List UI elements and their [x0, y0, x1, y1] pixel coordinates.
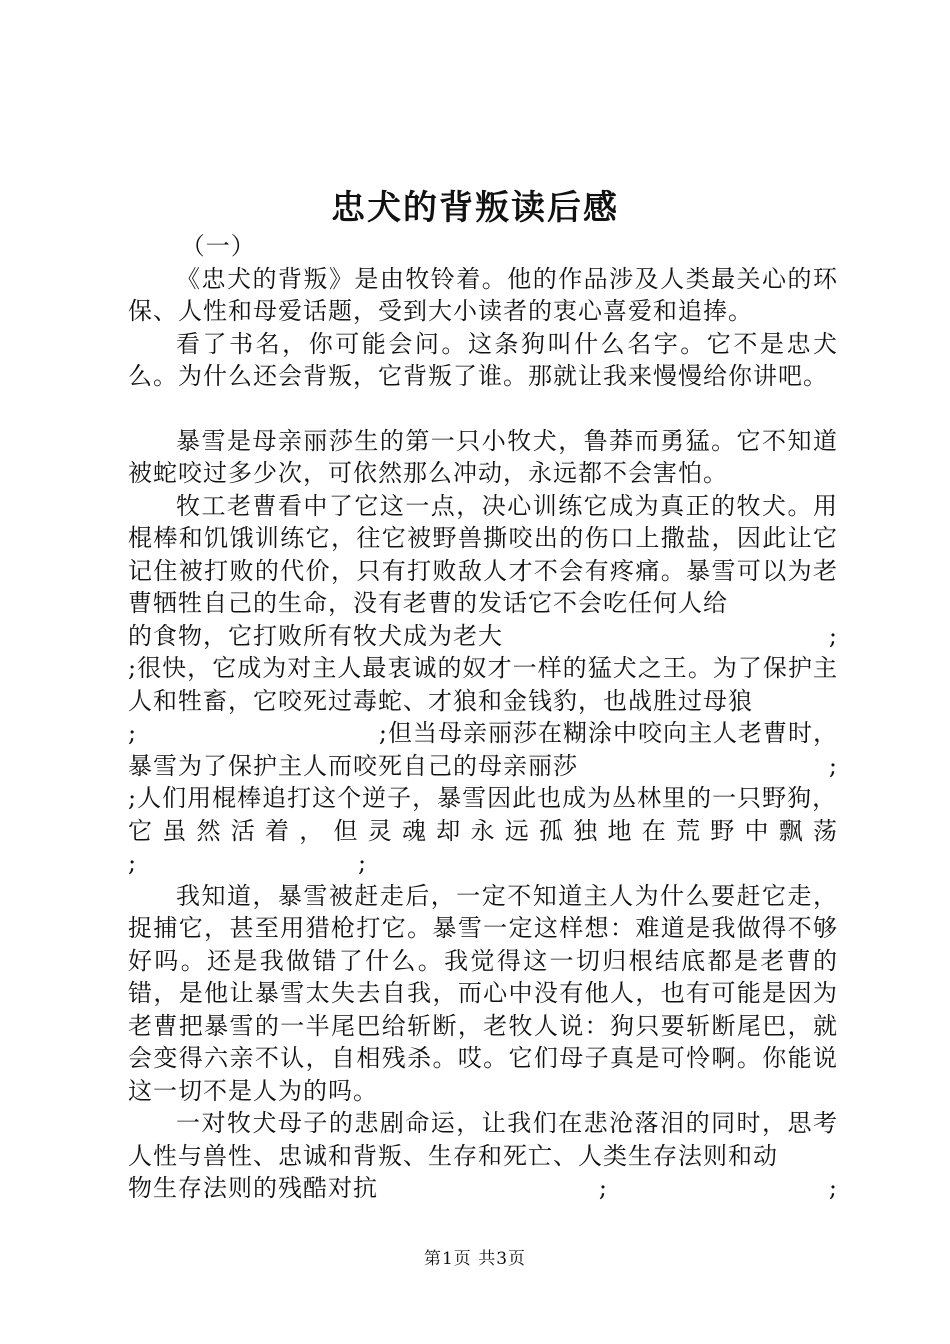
page-footer: 第1页 共3页: [423, 1249, 527, 1269]
document-body: [128, 230, 838, 1205]
paragraph-1: 《忠犬的背叛》是由牧铃着。他的作品涉及人类最关心的环保、人性和母爱话题，受到大小读者的衷心喜爱和追捧。: [128, 264, 838, 325]
paragraph-4-line: ; ;: [128, 849, 368, 877]
paragraph-3: 暴雪是母亲丽莎生的第一只小牧犬，鲁莽而勇猛。它不知道被蛇咬过多少次，可依然那么冲动，永远都不会害怕。: [128, 426, 838, 487]
paragraph-4-text-3: ;人们用棍棒追打这个逆子，暴雪因此也成为丛林里的一只野狗，: [128, 784, 838, 812]
paragraph-4: [128, 490, 838, 880]
paragraph-5: 我知道，暴雪被赶走后，一定不知道主人为什么要赶它走，捉捕它，甚至用猎枪打它。暴雪一定这样想：难道是我做得不够好吗。还是我做错了什么。我觉得这一切归根结底都是老曹的错，是他让暴雪太失去自我，而心中没有他人，也有可能是因为老曹把暴雪的一半尾巴给斩断，老牧人说：狗只要斩断尾巴，就会变得六亲不认，自相残杀。哎。它们母子真是可怜啊。你能说这一切不是人为的吗。: [128, 881, 838, 1105]
paragraph-4-line: 的食物，它打败所有牧犬成为老大 ;: [128, 621, 838, 650]
paragraph-6: [128, 1107, 838, 1205]
section-heading: （一）: [180, 232, 256, 260]
paragraph-6-text: 一对牧犬母子的悲剧命运，让我们在悲沧落泪的同时，思考人性与兽性、忠诚和背叛、生存和死亡、人类生存法则和动: [128, 1109, 838, 1170]
paragraph-4-line: 暴雪为了保护主人而咬死自己的母亲丽莎 ;: [128, 751, 838, 780]
paragraph-6-line: 物生存法则的残酷对抗 ; ;: [128, 1174, 838, 1202]
document-title: 忠犬的背叛读后感: [331, 188, 619, 228]
paragraph-2: 看了书名，你可能会问。这条狗叫什么名字。它不是忠犬么。为什么还会背叛，它背叛了谁。那就让我来慢慢给你讲吧。: [128, 329, 838, 390]
paragraph-4-line: ; ;但当母亲丽莎在糊涂中咬向主人老曹时，: [128, 719, 838, 747]
paragraph-4-text: 牧工老曹看中了它这一点，决心训练它成为真正的牧犬。用棍棒和饥饿训练它，往它被野兽撕咬出的伤口上撒盐，因此让它记住被打败的代价，只有打败敌人才不会有疼痛。暴雪可以为老曹牺牲自己的生命，没有老曹的发话它不会吃任何人给: [128, 491, 838, 617]
paragraph-4-text-4: 它虽然活着，但灵魂却永远孤独地在荒野中飘荡: [128, 816, 838, 845]
paragraph-4-text-2: ;很快，它成为对主人最衷诚的奴才一样的猛犬之王。为了保护主人和牲畜，它咬死过毒蛇、才狼和金钱豹，也战胜过母狼: [128, 654, 838, 715]
